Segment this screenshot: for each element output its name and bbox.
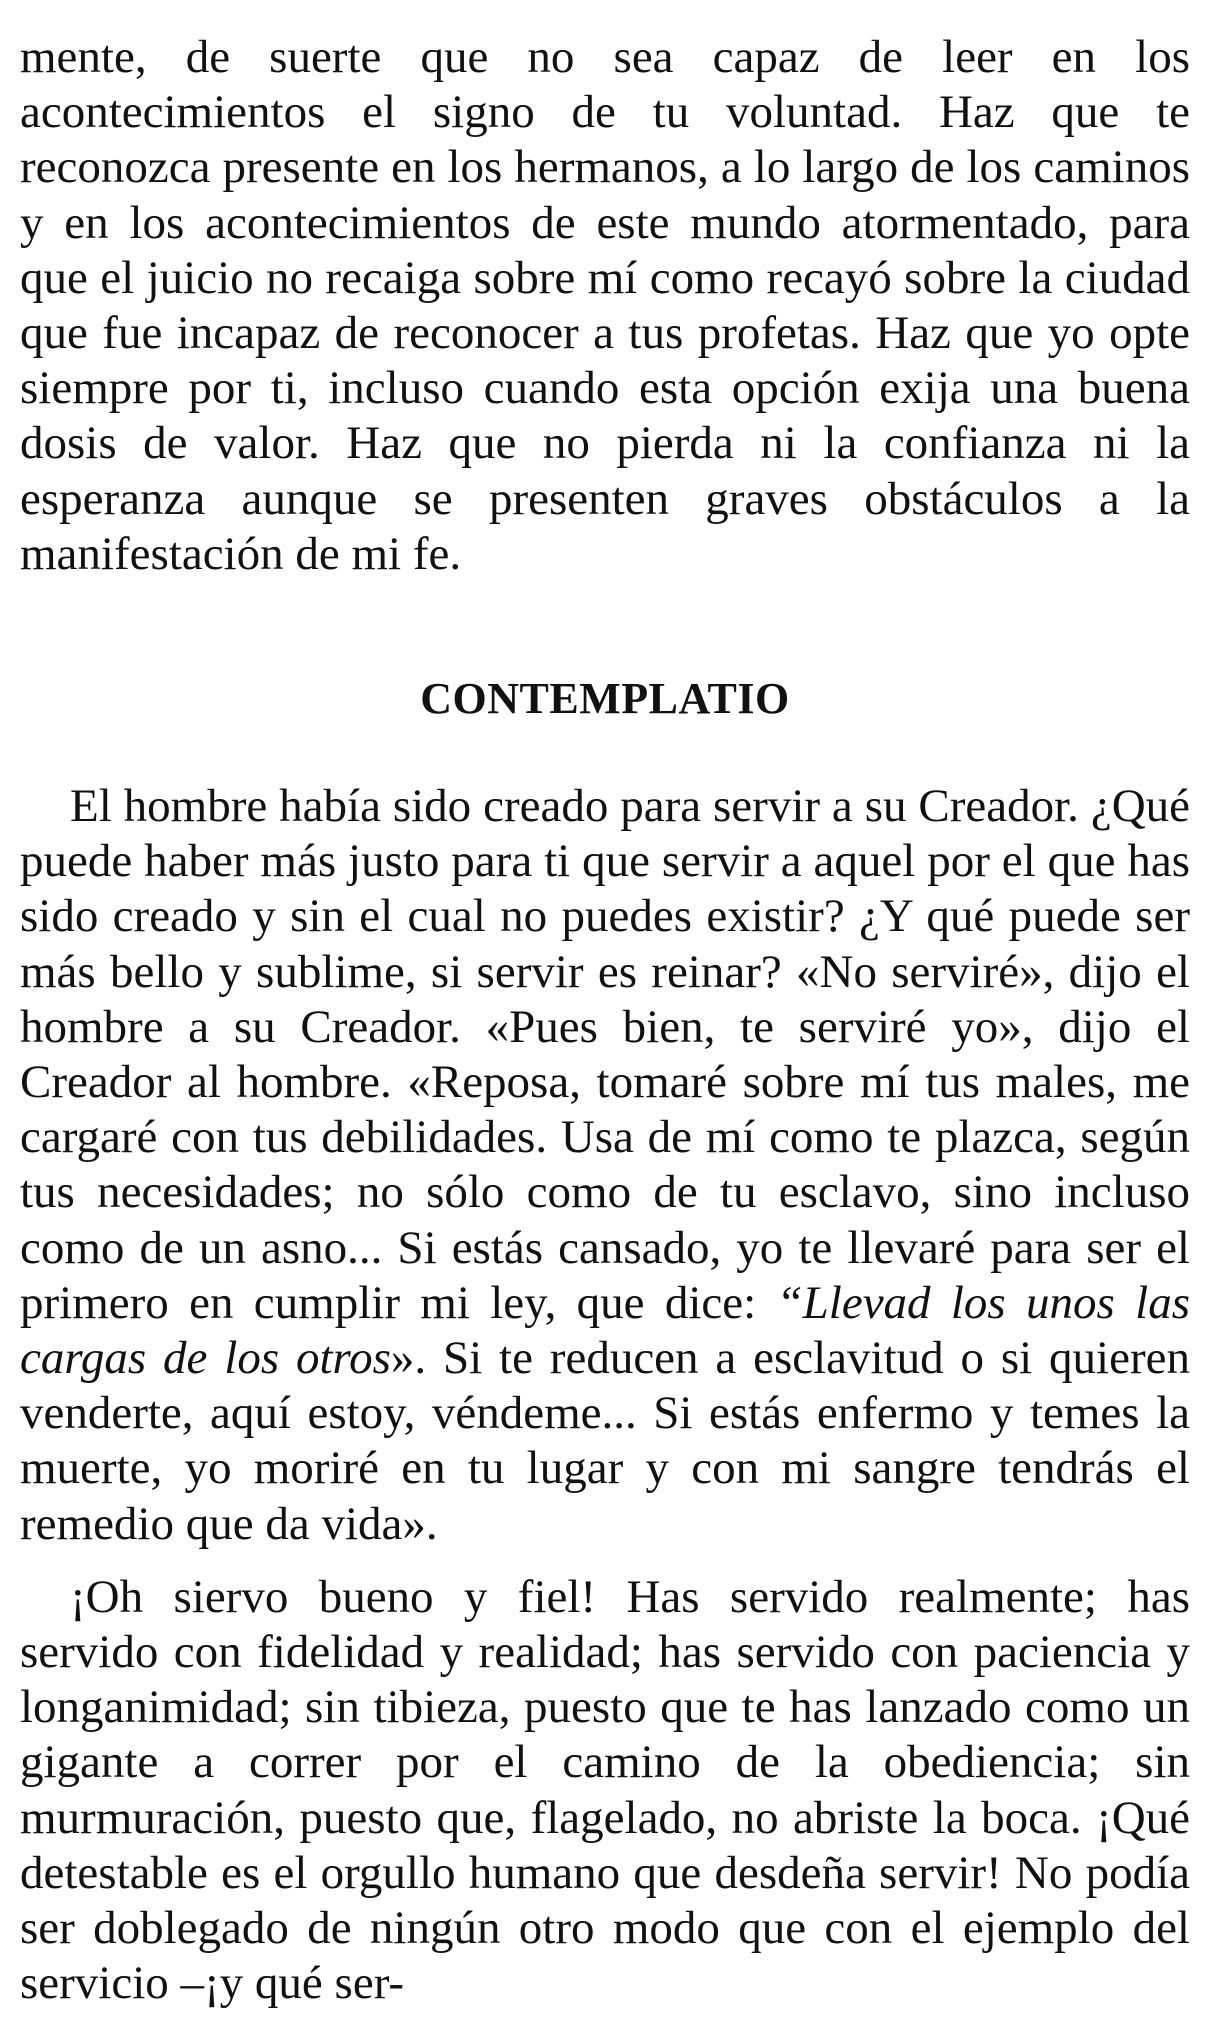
paragraph-1-text: El hombre había sido creado para servir a su Creador. ¿Qué puede haber más justo para ti que servir a aquel por el que has sido creado y sin el cual no puedes existir? ¿Y qué puede ser más bello y sublime, si servir es reinar? «No serviré», dijo el hombre a su Creador. «Pues bien, te serviré yo», dijo el Creador al hombre. «Reposa, tomaré sobre mí tus males, me cargaré con tus debilidades. Usa de mí como te plazca, según tus necesidades; no sólo como de tu esclavo, sino incluso como de un asno... Si estás cansado, yo te llevaré para ser el primero en cumplir mi ley, que dice: (20, 780, 1190, 1329)
contemplatio-paragraph-2: ¡Oh siervo bueno y fiel! Has servido realmente; has servido con fidelidad y realidad; has servido con paciencia y longanimidad; sin tibieza, puesto que te has lanzado como un gigante a correr por el camino de la obediencia; sin murmuración, puesto que, flagelado, no abriste la boca. ¡Qué detestable es el orgullo humano que desdeña servir! No podía ser doblegado de ningún otro modo que con el ejemplo del servicio –¡y qué ser- (20, 1570, 1190, 2010)
section-heading: CONTEMPLATIO (420, 674, 790, 724)
scripture-quote: “Llevad los unos las cargas de los otros (20, 1276, 1191, 1385)
paragraph-1-text-end: ». Si te reducen a esclavitud o si quieren venderte, aquí estoy, véndeme... Si estás enfermo y temes la muerte, yo moriré en tu lugar y con mi sangre tendrás el remedio que da vida». (20, 1332, 1190, 1550)
spacer (20, 582, 1190, 671)
contemplatio-paragraph-1 (20, 779, 1190, 1552)
book-page (20, 30, 1190, 2012)
opening-paragraph: mente, de suerte que no sea capaz de leer en los acontecimientos el signo de tu voluntad. Haz que te reconozca presente en los hermanos, a lo largo de los caminos y en los acontecimientos de este mundo atormentado, para que el juicio no recaiga sobre mí como recayó sobre la ciudad que fue incapaz de reconocer a tus profetas. Haz que yo opte siempre por ti, incluso cuando esta opción exija una buena dosis de valor. Haz que no pierda ni la confianza ni la esperanza aunque se presenten graves obstáculos a la manifestación de mi fe. (20, 31, 1190, 580)
spacer (20, 726, 1190, 779)
spacer (20, 1552, 1190, 1570)
